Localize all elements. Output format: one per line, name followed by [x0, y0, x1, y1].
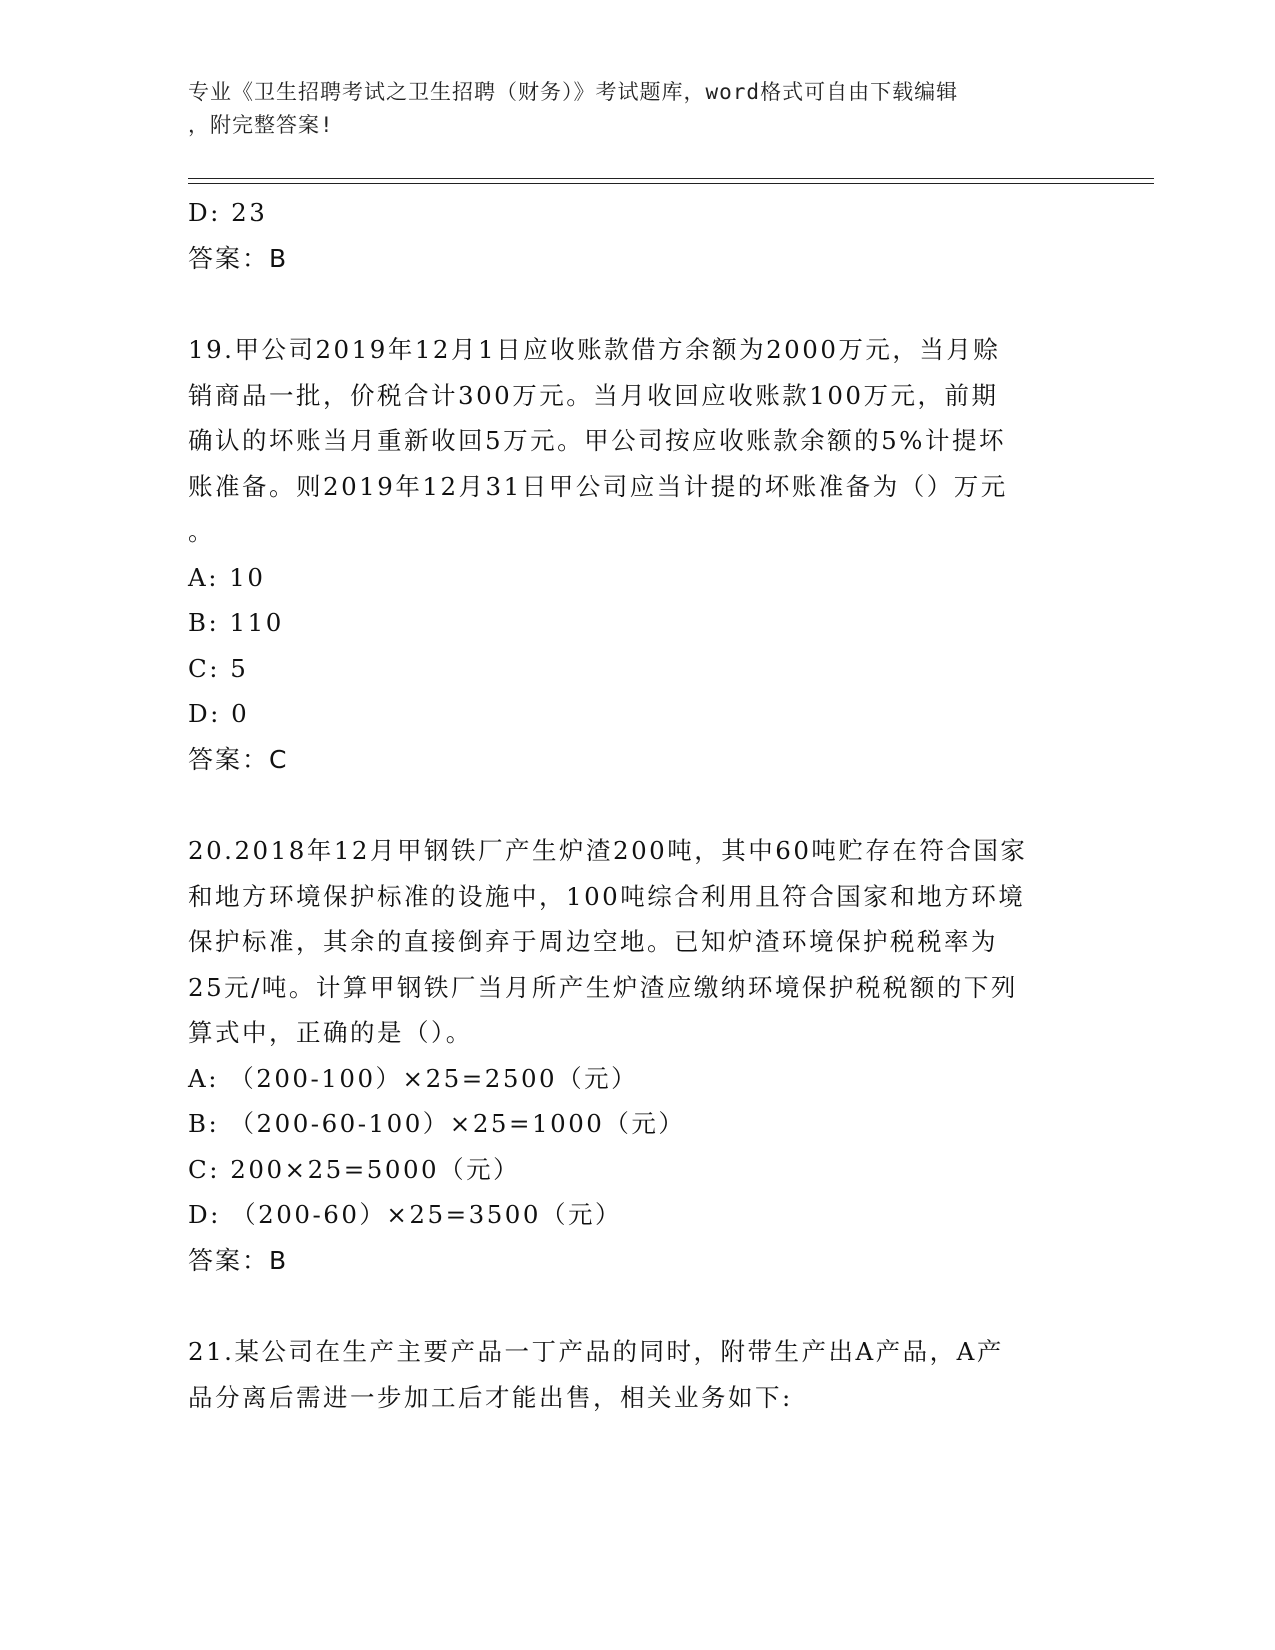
- spacer: [188, 281, 1088, 327]
- q20-text-line: 25元/吨。计算甲钢铁厂当月所产生炉渣应缴纳环境保护税税额的下列: [188, 972, 1018, 1002]
- q18-option-d: D: 23: [188, 198, 268, 227]
- q20-answer: 答案：B: [188, 1245, 289, 1275]
- header-rule-top: [188, 178, 1154, 179]
- q20-text-line: 和地方环境保护标准的设施中，100吨综合利用且符合国家和地方环境: [188, 881, 1026, 911]
- q20-text-line: 算式中，正确的是（）。: [188, 1018, 473, 1047]
- question-19: [188, 327, 1088, 782]
- q19-text-line: 。: [188, 517, 215, 546]
- q21-text-line: 品分离后需进一步加工后才能出售，相关业务如下:: [188, 1382, 793, 1412]
- q19-option-c: C: 5: [188, 653, 249, 683]
- q20-option-a: A: （200-100）×25=2500（元）: [188, 1063, 639, 1093]
- q19-answer: 答案：C: [188, 744, 289, 774]
- q19-text-line: 销商品一批，价税合计300万元。当月收回应收账款100万元，前期: [188, 380, 999, 410]
- q20-option-c: C: 200×25=5000（元）: [188, 1154, 521, 1184]
- q20-option-d: D: （200-60）×25=3500（元）: [188, 1200, 622, 1229]
- q20-text-line: 保护标准，其余的直接倒弃于周边空地。已知炉渣环境保护税税率为: [188, 927, 998, 956]
- header-line-2: ，附完整答案!: [188, 113, 334, 137]
- q18-answer: 答案：B: [188, 243, 289, 273]
- q19-option-d: D: 0: [188, 699, 250, 728]
- q20-option-b: B: （200-60-100）×25=1000（元）: [188, 1109, 686, 1138]
- q20-text-line: 20.2018年12月甲钢铁厂产生炉渣200吨，其中60吨贮存在符合国家: [188, 836, 1028, 865]
- q21-text-line: 21.某公司在生产主要产品一丁产品的同时，附带生产出A产品，A产: [188, 1337, 1004, 1366]
- spacer: [188, 782, 1088, 828]
- q19-option-b: B: 110: [188, 608, 284, 637]
- page-header: [188, 76, 1068, 142]
- question-20: [188, 828, 1088, 1283]
- q19-text-line: 19.甲公司2019年12月1日应收账款借方余额为2000万元，当月赊: [188, 335, 1001, 364]
- q19-option-a: A: 10: [188, 562, 266, 592]
- q19-text-line: 账准备。则2019年12月31日甲公司应当计提的坏账准备为（）万元: [188, 471, 1008, 501]
- question-21: [188, 1329, 1088, 1420]
- header-line-1: 专业《卫生招聘考试之卫生招聘（财务）》考试题库，word格式可自由下载编辑: [188, 80, 959, 104]
- q19-text-line: 确认的坏账当月重新收回5万元。甲公司按应收账款余额的5%计提坏: [188, 426, 1006, 455]
- spacer: [188, 1283, 1088, 1329]
- question-content: [188, 190, 1088, 1420]
- header-rule-bottom: [188, 183, 1154, 184]
